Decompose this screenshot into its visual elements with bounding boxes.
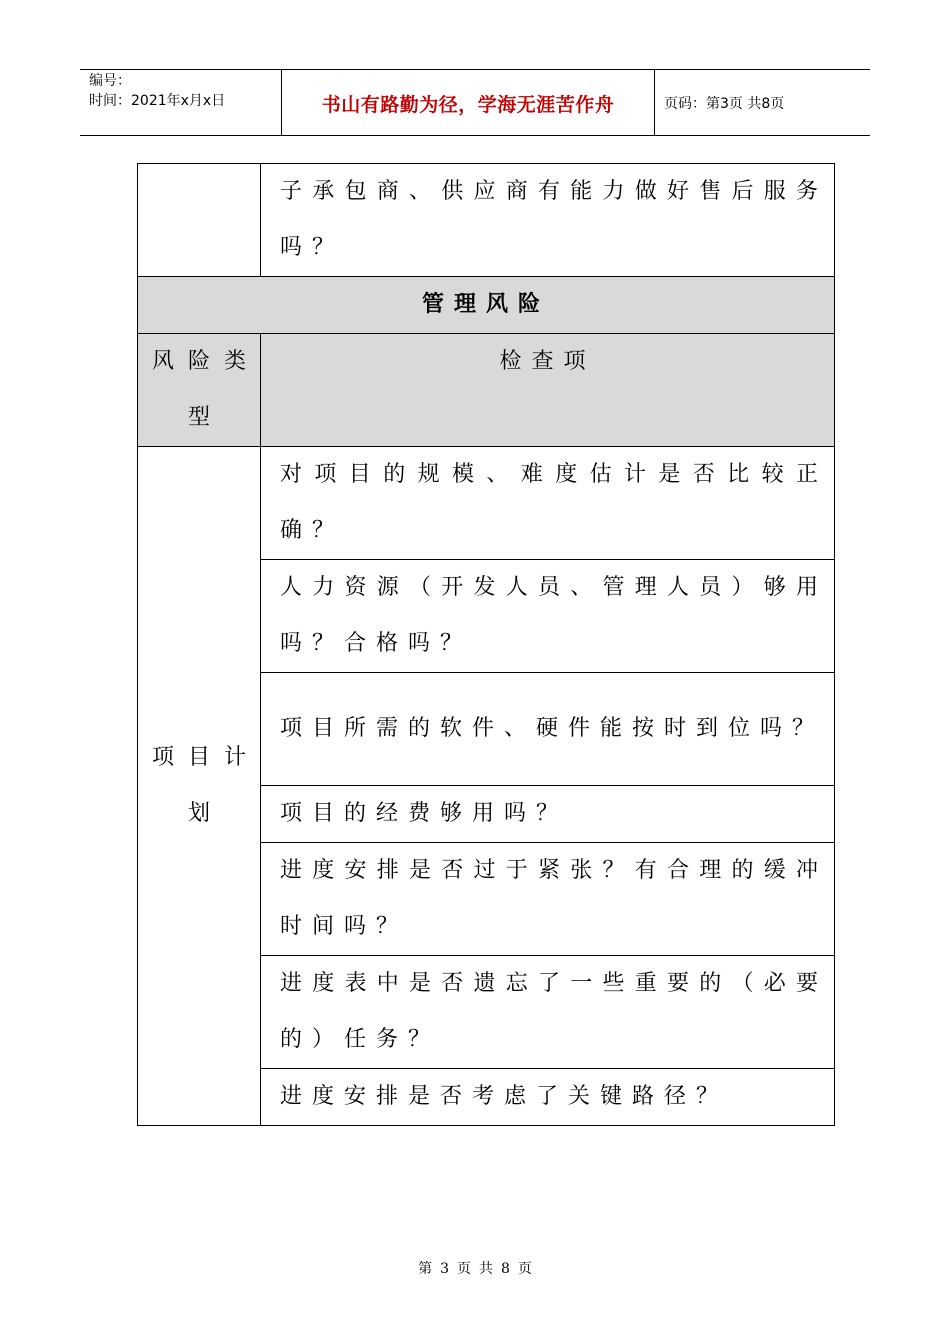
check-item-cell bbox=[261, 843, 835, 956]
footer-ye-end: 页 bbox=[517, 1261, 532, 1277]
header-bottom-rule bbox=[80, 135, 870, 136]
table-row bbox=[138, 164, 835, 277]
group-type-cell bbox=[138, 447, 261, 1126]
continuation-text: 子承包商、供应商有能力做好售后服务吗？ bbox=[280, 179, 828, 260]
section-title: 管理风险 bbox=[138, 277, 835, 334]
header-divider-right bbox=[654, 69, 655, 136]
footer-gong: 共 bbox=[479, 1261, 493, 1277]
check-item-text: 进度安排是否考虑了关键路径？ bbox=[280, 1084, 729, 1109]
check-item-cell bbox=[261, 956, 835, 1069]
header-top-rule bbox=[80, 69, 870, 70]
check-item-cell bbox=[261, 786, 835, 843]
page-footer bbox=[0, 1258, 950, 1278]
column-header-item: 检查项 bbox=[261, 334, 835, 447]
check-item-text: 项目的经费够用吗？ bbox=[280, 801, 569, 826]
check-item-text: 项目所需的软件、硬件能按时到位吗？ bbox=[280, 716, 825, 741]
check-item-text: 人力资源（开发人员、管理人员）够用吗？合格吗？ bbox=[280, 575, 828, 656]
check-item-text: 进度表中是否遗忘了一些重要的（必要的）任务？ bbox=[280, 971, 828, 1052]
footer-total-pages: 8 bbox=[501, 1261, 510, 1277]
continuation-cell bbox=[261, 164, 835, 277]
section-row bbox=[138, 277, 835, 334]
footer-di: 第 bbox=[418, 1261, 433, 1277]
risk-checklist-table bbox=[137, 163, 835, 1126]
check-item-cell bbox=[261, 673, 835, 786]
check-item-text: 对项目的规模、难度估计是否比较正确？ bbox=[280, 462, 828, 543]
footer-ye: 页 bbox=[457, 1261, 471, 1277]
check-item-cell bbox=[261, 1069, 835, 1126]
header-page-info: 页码：第3页 共8页 bbox=[664, 96, 785, 112]
document-number-label: 编号： bbox=[89, 73, 131, 89]
header-motto: 书山有路勤为径，学海无涯苦作舟 bbox=[321, 94, 615, 116]
check-item-text: 进度安排是否过于紧张？有合理的缓冲时间吗？ bbox=[280, 858, 828, 939]
check-item-cell bbox=[261, 447, 835, 560]
check-item-cell bbox=[261, 560, 835, 673]
table-row bbox=[138, 447, 835, 560]
group-type-text: 项目计划 bbox=[152, 745, 261, 826]
column-header-row bbox=[138, 334, 835, 447]
empty-type-cell bbox=[138, 164, 261, 277]
footer-page-number: 3 bbox=[440, 1261, 449, 1277]
column-header-type bbox=[138, 334, 261, 447]
document-time-label: 时间：2021年x月x日 bbox=[89, 93, 226, 109]
header-meta bbox=[89, 71, 225, 111]
column-header-type-text: 风险类型 bbox=[152, 349, 261, 430]
